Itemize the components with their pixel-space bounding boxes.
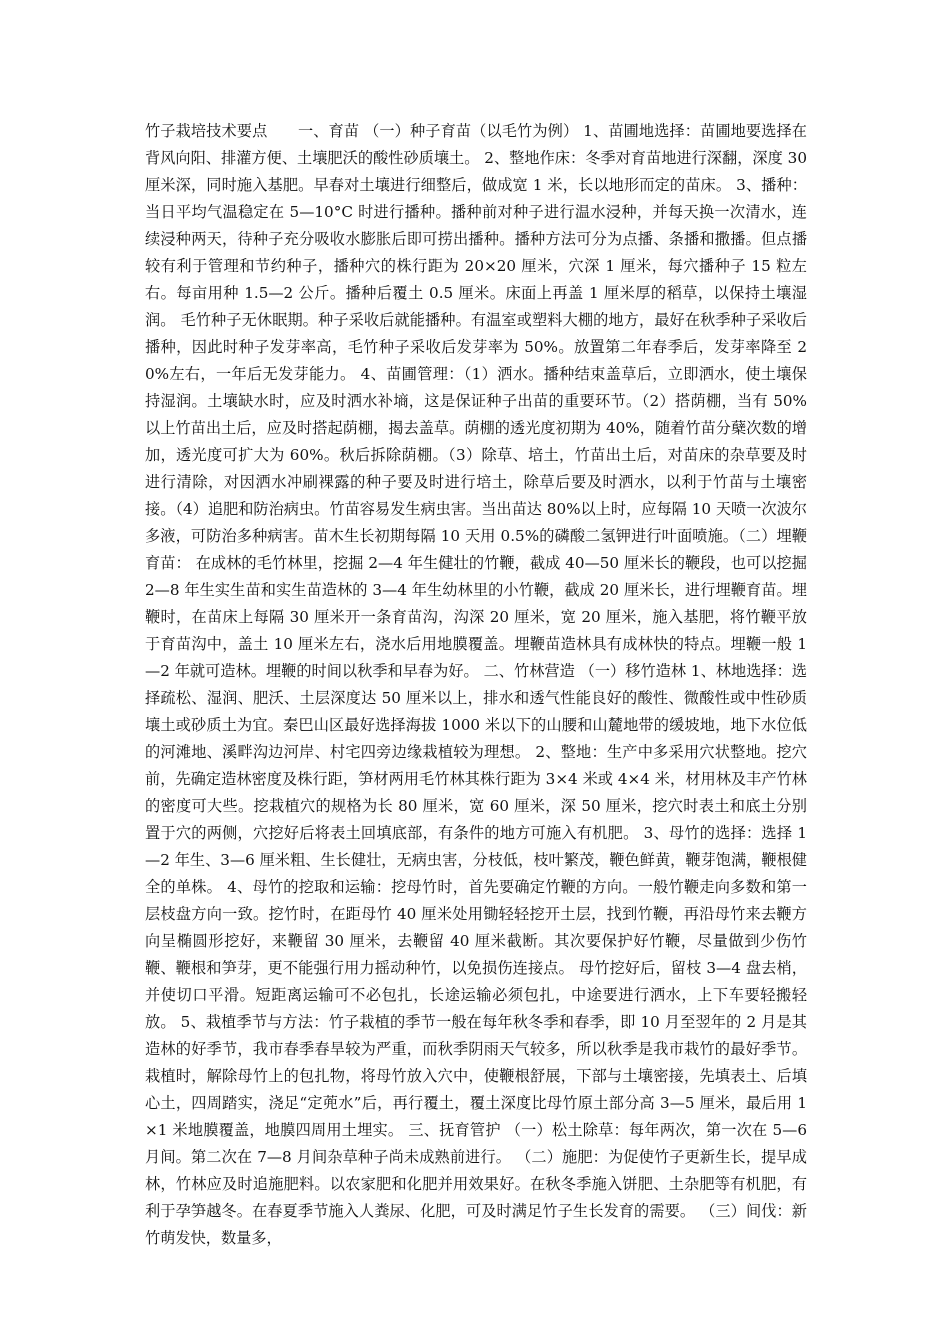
document-page: [145, 118, 812, 1298]
body-paragraph: 竹子栽培技术要点 一、育苗 （一）种子育苗（以毛竹为例） 1、苗圃地选择：苗圃地要选择在背风向阳、排灌方便、土壤肥沃的酸性砂质壤土。 2、整地作床：冬季对育苗地进行深翻，深度 30 厘米深，同时施入基肥。早春对土壤进行细整后，做成宽 1 米，长以地形而定的苗床。 3、播种：当日平均气温稳定在 5—10°C 时进行播种。播种前对种子进行温水浸种，并每天换一次清水，连续浸种两天，待种子充分吸收水膨胀后即可捞出播种。播种方法可分为点播、条播和撒播。但点播较有利于管理和节约种子，播种穴的株行距为 20×20 厘米，穴深 1 厘米，每穴播种子 15 粒左右。每亩用种 1.5—2 公斤。播种后覆土 0.5 厘米。床面上再盖 1 厘米厚的稻草，以保持土壤湿润。 毛竹种子无休眠期。种子采收后就能播种。有温室或塑料大棚的地方，最好在秋季种子采收后播种，因此时种子发芽率高，毛竹种子采收后发芽率为 50%。放置第二年春季后，发芽率降至 20%左右，一年后无发芽能力。 4、苗圃管理：（1）洒水。播种结束盖草后，立即洒水，使土壤保持湿润。土壤缺水时，应及时洒水补墒，这是保证种子出苗的重要环节。（2）搭荫棚，当有 50%以上竹苗出土后，应及时搭起荫棚，揭去盖草。荫棚的透光度初期为 40%，随着竹苗分蘖次数的增加，透光度可扩大为 60%。秋后拆除荫棚。（3）除草、培土，竹苗出土后，对苗床的杂草要及时进行清除，对因洒水冲刷裸露的种子要及时进行培土，除草后要及时洒水，以利于竹苗与土壤密接。（4）追肥和防治病虫。竹苗容易发生病虫害。当出苗达 80%以上时，应每隔 10 天喷一次波尔多液，可防治多种病害。苗木生长初期每隔 10 天用 0.5%的磷酸二氢钾进行叶面喷施。（二）埋鞭育苗： 在成林的毛竹林里，挖掘 2—4 年生健壮的竹鞭，截成 40—50 厘米长的鞭段，也可以挖掘 2—8 年生实生苗和实生苗造林的 3—4 年生幼林里的小竹鞭，截成 20 厘米长，进行埋鞭育苗。埋鞭时，在苗床上每隔 30 厘米开一条育苗沟，沟深 20 厘米，宽 20 厘米，施入基肥，将竹鞭平放于育苗沟中，盖土 10 厘米左右，浇水后用地膜覆盖。埋鞭苗造林具有成林快的特点。埋鞭一般 1—2 年就可造林。埋鞭的时间以秋季和早春为好。 二、竹林营造 （一）移竹造林 1、林地选择：选择疏松、湿润、肥沃、土层深度达 50 厘米以上，排水和透气性能良好的酸性、微酸性或中性砂质壤土或砂质土为宜。秦巴山区最好选择海拔 1000 米以下的山腰和山麓地带的缓坡地，地下水位低的河滩地、溪畔沟边河岸、村宅四旁边缘栽植较为理想。 2、整地：生产中多采用穴状整地。挖穴前，先确定造林密度及株行距，笋材两用毛竹林其株行距为 3×4 米或 4×4 米，材用林及丰产竹林的密度可大些。挖栽植穴的规格为长 80 厘米，宽 60 厘米，深 50 厘米，挖穴时表土和底土分别置于穴的两侧，穴挖好后将表土回填底部，有条件的地方可施入有机肥。 3、母竹的选择：选择 1—2 年生、3—6 厘米粗、生长健壮，无病虫害，分枝低，枝叶繁茂，鞭色鲜黄，鞭芽饱满，鞭根健全的单株。 4、母竹的挖取和运输：挖母竹时，首先要确定竹鞭的方向。一般竹鞭走向多数和第一层枝盘方向一致。挖竹时，在距母竹 40 厘米处用锄轻轻挖开土层，找到竹鞭，再沿母竹来去鞭方向呈椭圆形挖好，来鞭留 30 厘米，去鞭留 40 厘米截断。其次要保护好竹鞭，尽量做到少伤竹鞭、鞭根和笋芽，更不能强行用力摇动种竹，以免损伤连接点。 母竹挖好后，留枝 3—4 盘去梢，并使切口平滑。短距离运输可不必包扎，长途运输必须包扎，中途要进行洒水，上下车要轻搬轻放。 5、栽植季节与方法：竹子栽植的季节一般在每年秋冬季和春季，即 10 月至翌年的 2 月是其造林的好季节，我市春季春旱较为严重，而秋季阴雨天气较多，所以秋季是我市栽竹的最好季节。 栽植时，解除母竹上的包扎物，将母竹放入穴中，使鞭根舒展，下部与土壤密接，先填表土、后填心土，四周踏实，浇足“定蔸水”后，再行覆土，覆土深度比母竹原土部分高 3—5 厘米，最后用 1×1 米地膜覆盖，地膜四周用土埋实。 三、抚育管护 （一）松土除草：每年两次，第一次在 5—6 月间。第二次在 7—8 月间杂草种子尚未成熟前进行。 （二）施肥：为促使竹子更新生长，提早成林，竹林应及时追施肥料。以农家肥和化肥并用效果好。在秋冬季施入饼肥、土杂肥等有机肥，有利于孕笋越冬。在春夏季节施入人粪尿、化肥，可及时满足竹子生长发育的需要。 （三）间伐：新竹萌发快，数量多，: [145, 122, 812, 1247]
